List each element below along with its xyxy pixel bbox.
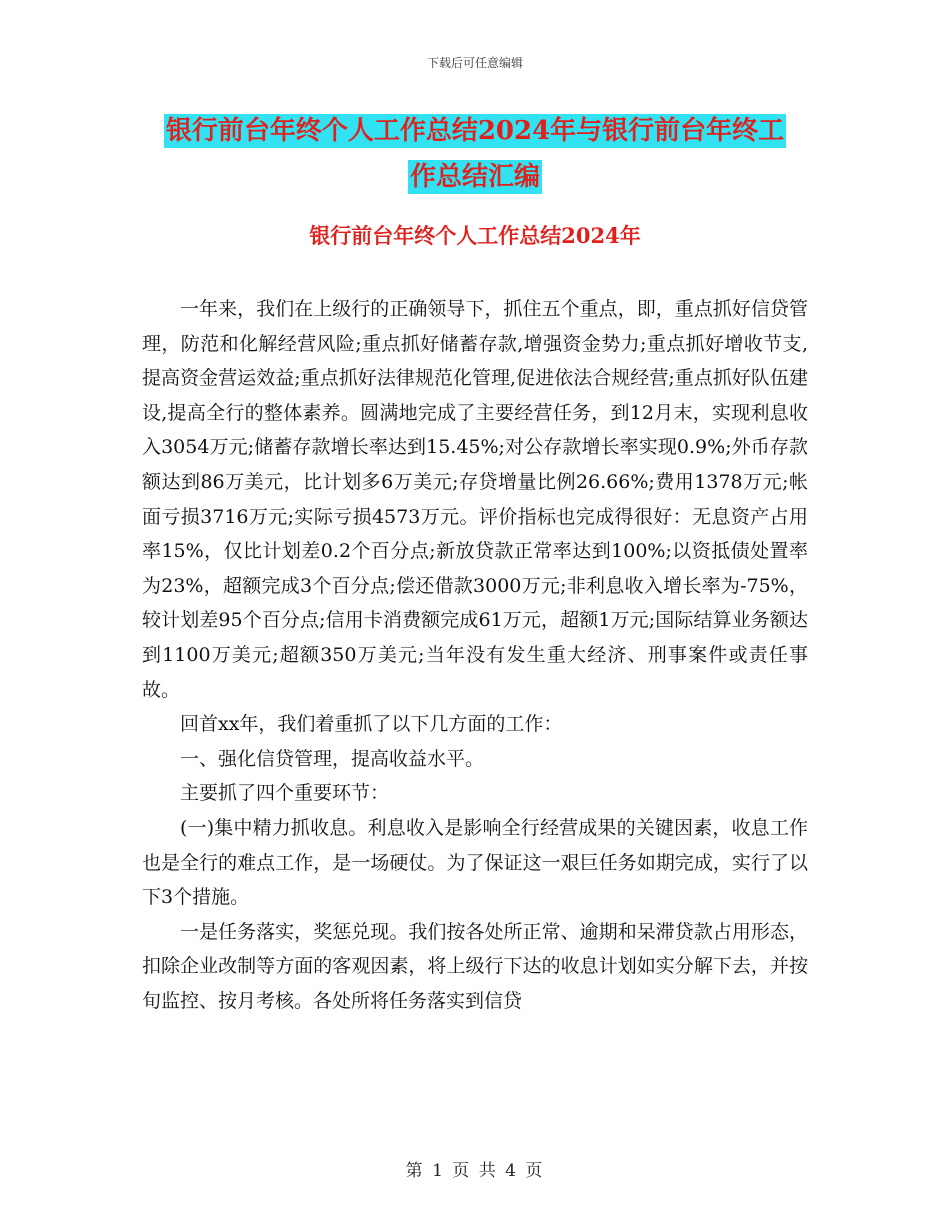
document-title-line1: 银行前台年终个人工作总结2024年与银行前台年终工	[165, 116, 785, 146]
paragraph: (一)集中精力抓收息。利息收入是影响全行经营成果的关键因素，收息工作也是全行的难点工作，是一场硬仗。为了保证这一艰巨任务如期完成，实行了以下3个措施。	[142, 816, 808, 909]
section-title: 银行前台年终个人工作总结2024年	[309, 223, 641, 248]
page-footer: 第 1 页 共 4 页	[405, 1161, 545, 1181]
document-title-line2: 作总结汇编	[409, 162, 540, 192]
paragraph: 主要抓了四个重要环节：	[180, 782, 390, 805]
paragraph: 一、强化信贷管理，提高收益水平。	[180, 747, 485, 770]
page-header-note: 下载后可任意编辑	[426, 56, 523, 70]
paragraph: 回首xx年，我们着重抓了以下几方面的工作：	[180, 713, 563, 736]
body-text	[142, 292, 808, 1018]
paragraph: 一年来，我们在上级行的正确领导下，抓住五个重点，即，重点抓好信贷管理，防范和化解经营风险;重点抓好储蓄存款,增强资金势力;重点抓好增收节支,提高资金营运效益;重点抓好法律规范化管理,促进依法合规经营;重点抓好队伍建设,提高全行的整体素养。圆满地完成了主要经营任务，到12月末，实现利息收入3054万元;储蓄存款增长率达到15.45%;对公存款增长率实现0.9%;外币存款额达到86万美元，比计划多6万美元;存贷增量比例26.66%;费用1378万元;帐面亏损3716万元;实际亏损4573万元。评价指标也完成得很好：无息资产占用率15%，仅比计划差0.2个百分点;新放贷款正常率达到100%;以资抵债处置率为23%，超额完成3个百分点;偿还借款3000万元;非利息收入增长率为-75%，较计划差95个百分点;信用卡消费额完成61万元，超额1万元;国际结算业务额达到1100万美元;超额350万美元;当年没有发生重大经济、刑事案件或责任事故。	[142, 298, 808, 701]
paragraph: 一是任务落实，奖惩兑现。我们按各处所正常、逾期和呆滞贷款占用形态，扣除企业改制等方面的客观因素，将上级行下达的收息计划如实分解下去，并按旬监控、按月考核。各处所将任务落实到信贷	[142, 920, 808, 1012]
document-title	[140, 108, 810, 200]
